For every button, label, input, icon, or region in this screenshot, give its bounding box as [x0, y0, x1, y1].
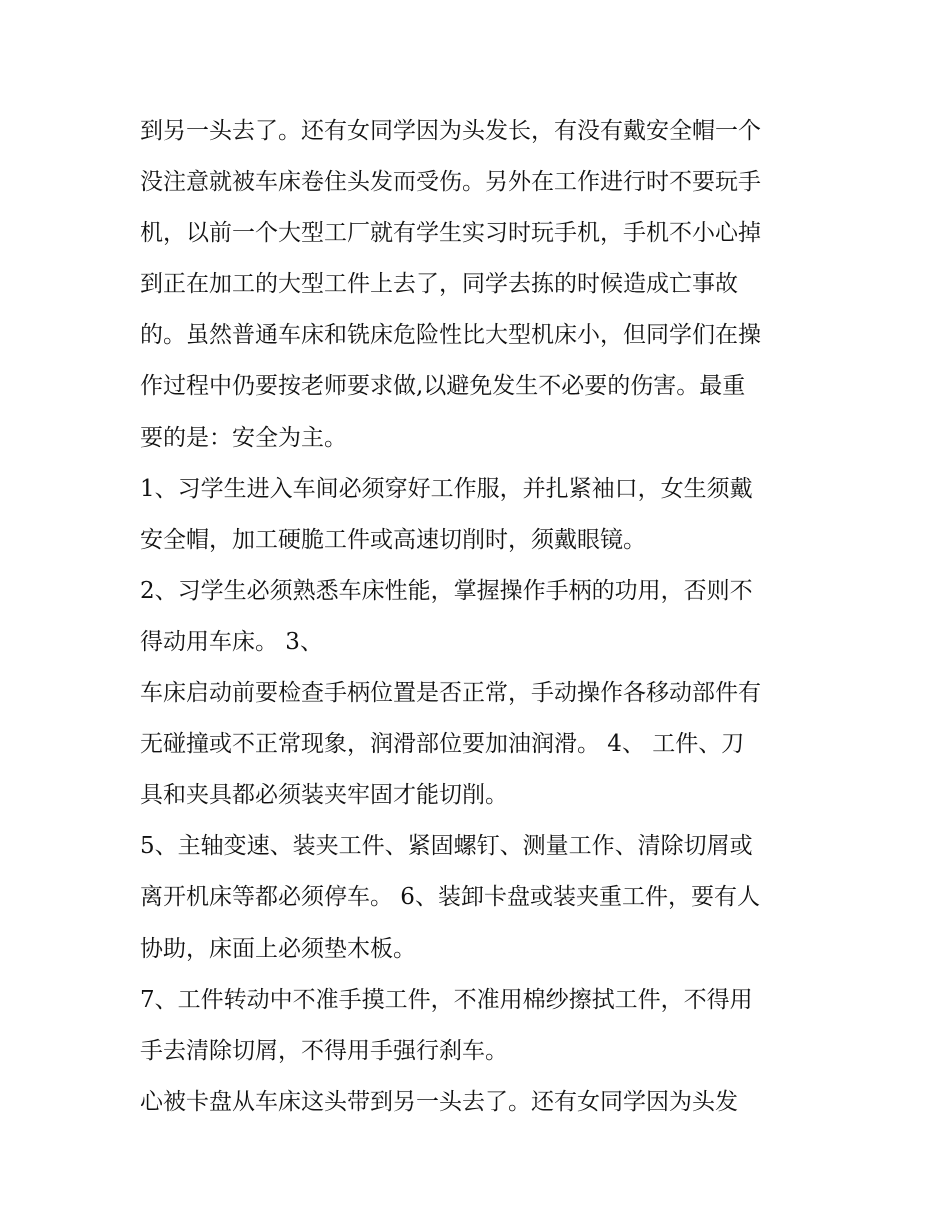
- text-line: 没注意就被车床卷住头发而受伤。另外在工作进行时不要玩手: [140, 169, 761, 196]
- text-line: 具和夹具都必须装夹牢固才能切削。: [140, 782, 508, 809]
- text-line: 要的是：安全为主。: [140, 424, 347, 451]
- rule-item-1: 1、习学生进入车间必须穿好工作服，并扎紧袖口，女生须戴: [140, 475, 753, 502]
- text-line: 协助，床面上必须垫木板。: [140, 935, 416, 962]
- rule-item-3: 车床启动前要检查手柄位置是否正常，手动操作各移动部件有: [140, 680, 761, 707]
- text-line: 安全帽，加工硬脆工件或高速切削时，须戴眼镜。: [140, 526, 646, 553]
- text-line: 得动用车床。 3、: [140, 628, 323, 655]
- text-line: 无碰撞或不正常现象，润滑部位要加油润滑。 4、 工件、刀: [140, 731, 745, 758]
- rule-item-5: 5、主轴变速、装夹工件、紧固螺钉、测量工作、清除切屑或: [140, 833, 753, 860]
- text-line: 机，以前一个大型工厂就有学生实习时玩手机，手机不小心掉: [140, 220, 761, 247]
- text-line: 手去清除切屑，不得用手强行刹车。: [140, 1037, 508, 1064]
- body-text: [140, 106, 820, 1128]
- text-line: 到正在加工的大型工件上去了，同学去拣的时候造成亡事故: [140, 271, 738, 298]
- rule-item-7: 7、工件转动中不准手摸工件，不准用棉纱擦拭工件，不得用: [140, 986, 753, 1013]
- text-line: 到另一头去了。还有女同学因为头发长，有没有戴安全帽一个: [140, 118, 761, 144]
- text-line: 心被卡盘从车床这头带到另一头去了。还有女同学因为头发: [140, 1088, 738, 1115]
- text-line: 离开机床等都必须停车。 6、装卸卡盘或装夹重工件，要有人: [140, 884, 760, 911]
- text-line: 作过程中仍要按老师要求做,以避免发生不必要的伤害。最重: [140, 373, 746, 400]
- rule-item-2: 2、习学生必须熟悉车床性能，掌握操作手柄的功用，否则不: [140, 577, 753, 604]
- text-line: 的。虽然普通车床和铣床危险性比大型机床小，但同学们在操: [140, 322, 761, 349]
